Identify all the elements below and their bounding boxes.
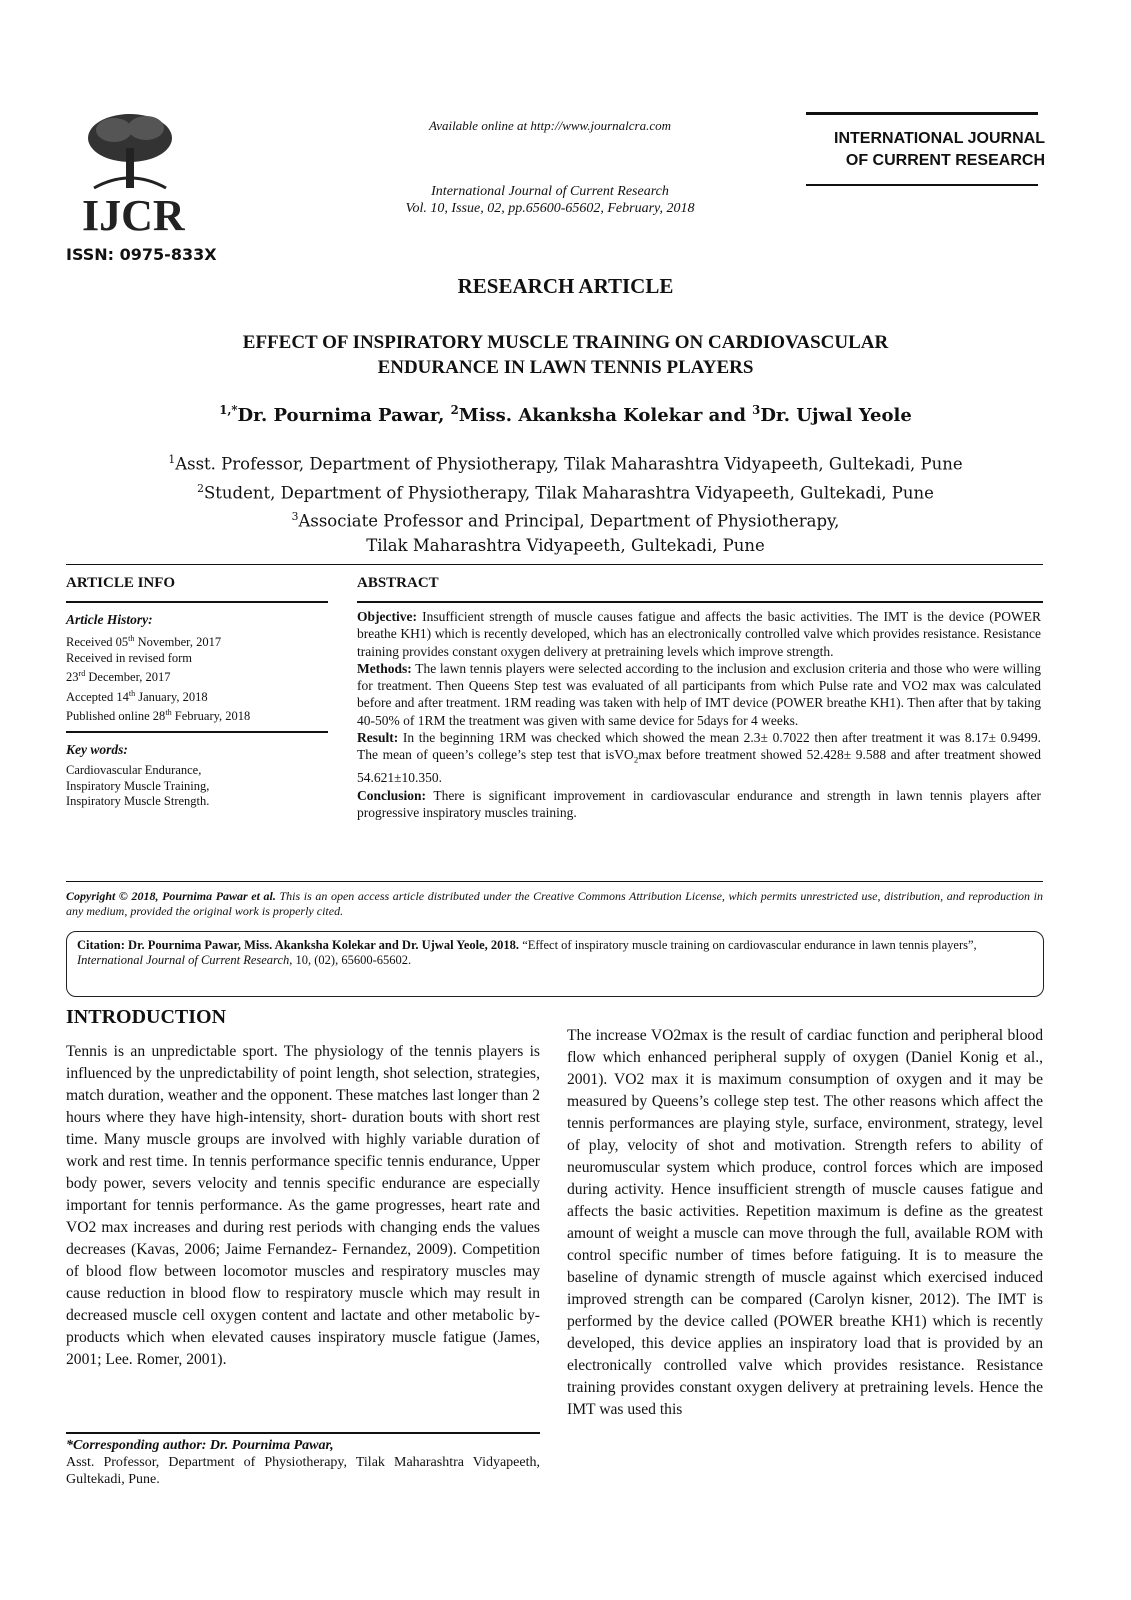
accepted-b: January, 2018 xyxy=(135,689,208,704)
published-sup: th xyxy=(165,708,172,718)
received-a: Received 05 xyxy=(66,635,129,650)
keyword-item: Inspiratory Muscle Strength. xyxy=(66,794,210,808)
intro-right-column xyxy=(567,1025,1043,1421)
revised-label: Received in revised form xyxy=(66,650,192,665)
history-dates xyxy=(66,631,328,725)
citation-box xyxy=(66,931,1044,997)
revised-date xyxy=(66,666,328,686)
objective-text: Insufficient strength of muscle causes fatigue and affects the basic activities. The IMT is the device (POWER breathe KH1) which is recently developed, which has an electronically controlled valve which provides resistance. Resistance training provides constant oxygen delivery at pretraining levels which improve strength. xyxy=(357,609,1041,659)
section-divider xyxy=(66,564,1043,565)
intro-paragraph-right: The increase VO2max is the result of cardiac function and peripheral blood flow which enhanced peripheral supply of oxygen (Daniel Konig et al., 2001). VO2 max it is maximum consumption of oxygen and it may be measured by Queens’s college step test. The other reasons which affect the tennis performances are playing style, surface, environment, strategy, level of play, velocity of shot and motivation. Strength refers to ability of neuromuscular system which produce, control forces which are imposed during activity. Hence insufficient strength of muscle causes fatigue and affects the basic activities. Repetition maximum is define as the greatest amount of weight a muscle can move through the full, available ROM with control specific number of times before fatiguing. It is to measure the baseline of dynamic strength of muscle against which exercised induced improved strength can be compared (Carolyn kisner, 2012). The IMT is performed by the device called (POWER breathe KH1) which is recently developed, this device applies an inspiratory load that is provided by an electronically controlled valve which provides resistance. Resistance training provides constant oxygen delivery at pretraining levels. Hence the IMT was used this xyxy=(567,1027,1043,1418)
methods-text: The lawn tennis players were selected according to the inclusion and exclusion criteria and those who were willing for treatment. Then Queens Step test was evaluated of all participants from which Pulse rate and VO2 max was calculated before and after treatment. 1RM reading was taken with help of IMT device (POWER breathe KH1). Then after that by taking 40-50% of 1RM the treatment was given with same device for 5days for 4 weeks. xyxy=(357,660,1041,728)
info-rule-2 xyxy=(66,731,328,733)
journal-brand-line1: INTERNATIONAL JOURNAL xyxy=(834,130,1045,147)
header-rule-top xyxy=(806,112,1038,115)
available-online: Available online at http://www.journalcra.com xyxy=(428,118,672,133)
introduction-heading: INTRODUCTION xyxy=(66,1006,227,1028)
conclusion-label: Conclusion: xyxy=(357,787,427,803)
citation-bold: Citation: Dr. Pournima Pawar, Miss. Akanksha Kolekar and Dr. Ujwal Yeole, 2018. xyxy=(77,938,520,952)
methods-label: Methods: xyxy=(357,660,412,676)
affiliation-1 xyxy=(100,448,1031,477)
accepted-a: Accepted 14 xyxy=(66,689,129,704)
author2-sup: 2 xyxy=(450,403,459,417)
journal-brand-line2: OF CURRENT RESEARCH xyxy=(845,152,1045,169)
accepted-date xyxy=(66,686,328,706)
article-info-heading: ARTICLE INFO xyxy=(66,575,176,591)
author-2: Miss. Akanksha Kolekar and xyxy=(458,405,753,426)
affil1-sup: 1 xyxy=(168,453,176,466)
issn: ISSN: 0975-833X xyxy=(66,245,217,264)
affil2-sup: 2 xyxy=(197,481,204,495)
affiliation-2 xyxy=(100,477,1031,506)
published-date xyxy=(66,705,328,725)
copyright-notice xyxy=(66,889,1043,919)
received-sup: th xyxy=(128,634,135,643)
article-history xyxy=(66,612,328,725)
revised-a: 23 xyxy=(66,670,79,685)
article-type: RESEARCH ARTICLE xyxy=(457,274,674,298)
citation-text-2: , 10, (02), 65600-65602. xyxy=(289,953,412,967)
author1-sup: 1,* xyxy=(219,403,238,417)
article-title xyxy=(100,330,1031,380)
affil3-sup: 3 xyxy=(291,510,299,523)
journal-logo xyxy=(74,108,186,236)
keywords-list xyxy=(66,763,328,810)
citation-journal: International Journal of Current Research xyxy=(77,953,290,967)
keywords-label: Key words: xyxy=(66,742,128,757)
published-b: February, 2018 xyxy=(171,709,251,724)
abstract-heading: ABSTRACT xyxy=(357,575,439,591)
revised-sup: rd xyxy=(78,669,86,679)
copyright-text: This is an open access article distributed under the Creative Commons Attribution License, which permits unrestricted use, distribution, and reproduction in any medium, provided the original work is properly cited. xyxy=(66,889,1043,918)
journal-brand xyxy=(805,128,1045,172)
result-text-a: In the beginning 1RM was checked which showed the mean 2.3± 0.7022 then after treatment it was 8.17± 0.9499. The mean of queen’s college’s step test that isVO xyxy=(357,730,1041,763)
intro-left-column xyxy=(66,1041,540,1371)
result-text-b: max before treatment showed 52.428± 9.588 and after treatment showed 54.621±10.350. xyxy=(357,747,1041,786)
journal-name: International Journal of Current Research xyxy=(431,184,669,199)
published-a: Published online 28 xyxy=(66,709,166,724)
author-3: Dr. Ujwal Yeole xyxy=(760,405,912,426)
tree-icon xyxy=(88,114,172,188)
footnote-text: Asst. Professor, Department of Physiotherapy, Tilak Maharashtra Vidyapeeth, Gultekadi, Pune. xyxy=(66,1455,540,1487)
abstract-methods xyxy=(357,660,1041,729)
author-1: Dr. Pournima Pawar, xyxy=(237,405,451,426)
author-list xyxy=(100,403,1031,426)
abstract-bottom-rule xyxy=(66,881,1043,882)
affiliations xyxy=(100,448,1031,558)
header-rule-bottom xyxy=(806,184,1038,186)
journal-volume: Vol. 10, Issue, 02, pp.65600-65602, February, 2018 xyxy=(405,201,695,216)
conclusion-text: There is significant improvement in cardiovascular endurance and strength in lawn tennis players after progressive inspiratory muscles training. xyxy=(357,787,1041,820)
keyword-item: Inspiratory Muscle Training, xyxy=(66,778,210,793)
abstract-conclusion xyxy=(357,787,1041,822)
footnote-rule xyxy=(66,1432,540,1434)
abstract-rule xyxy=(357,601,1043,603)
objective-label: Objective: xyxy=(357,609,417,624)
affiliation-3-cont: Tilak Maharashtra Vidyapeeth, Gultekadi, Pune xyxy=(366,535,765,555)
abstract-result xyxy=(357,729,1041,787)
history-label: Article History: xyxy=(66,612,153,627)
abstract-body xyxy=(357,608,1041,821)
logo-letters: IJCR xyxy=(82,191,185,236)
affil3-text: Associate Professor and Principal, Department of Physiotherapy, xyxy=(298,511,840,531)
author3-sup: 3 xyxy=(752,403,761,417)
keywords xyxy=(66,742,328,810)
keyword-item: Cardiovascular Endurance, xyxy=(66,763,202,777)
affil1-text: Asst. Professor, Department of Physiotherapy, Tilak Maharashtra Vidyapeeth, Gultekadi, Pune xyxy=(175,454,963,474)
accepted-sup: th xyxy=(128,688,136,698)
citation-text: “Effect of inspiratory muscle training on cardiovascular endurance in lawn tennis players”, xyxy=(519,938,977,952)
result-sub: 2 xyxy=(633,755,639,766)
result-label: Result: xyxy=(357,730,399,746)
info-rule xyxy=(66,601,328,603)
intro-paragraph: Tennis is an unpredictable sport. The physiology of the tennis players is influenced by the unpredictability of point length, shot selection, strategies, match duration, weather and the opponent. These matches last longer than 2 hours where they have high-intensity, short- duration bouts with short rest time. Many muscle groups are involved with highly variable duration of work and rest time. In tennis performance specific tennis endurance, Upper body power, severs velocity and tennis specific endurance are especially important for tennis performance. As the game progresses, heart rate and VO2 max increases and during rest periods with changing ends the values decreases (Kavas, 2006; Jaime Fernandez- Fernandez, 2009). Competition of blood flow between locomotor muscles and respiratory muscles may cause reduction in blood flow to respiratory muscle which may result in decreased muscle cell oxygen content and lactate and other metabolic by-products which when elevated causes inspiratory muscle fatigue (James, 2001; Lee. Romer, 2001). xyxy=(66,1043,540,1368)
affiliation-3 xyxy=(100,505,1031,534)
title-line1: EFFECT OF INSPIRATORY MUSCLE TRAINING ON CARDIOVASCULAR xyxy=(242,332,889,353)
title-line2: ENDURANCE IN LAWN TENNIS PLAYERS xyxy=(377,357,754,378)
abstract-objective xyxy=(357,608,1041,660)
journal-citation-header xyxy=(380,183,720,217)
affil2-text: Student, Department of Physiotherapy, Tilak Maharashtra Vidyapeeth, Gultekadi, Pune xyxy=(203,483,934,502)
copyright-bold: Copyright © 2018, Pournima Pawar et al. xyxy=(66,889,276,903)
received-date xyxy=(66,631,328,651)
corresponding-author-footnote xyxy=(66,1437,540,1488)
footnote-label: *Corresponding author: Dr. Pournima Pawar, xyxy=(66,1438,334,1453)
received-b: November, 2017 xyxy=(134,635,222,650)
revised-b: December, 2017 xyxy=(85,670,171,685)
